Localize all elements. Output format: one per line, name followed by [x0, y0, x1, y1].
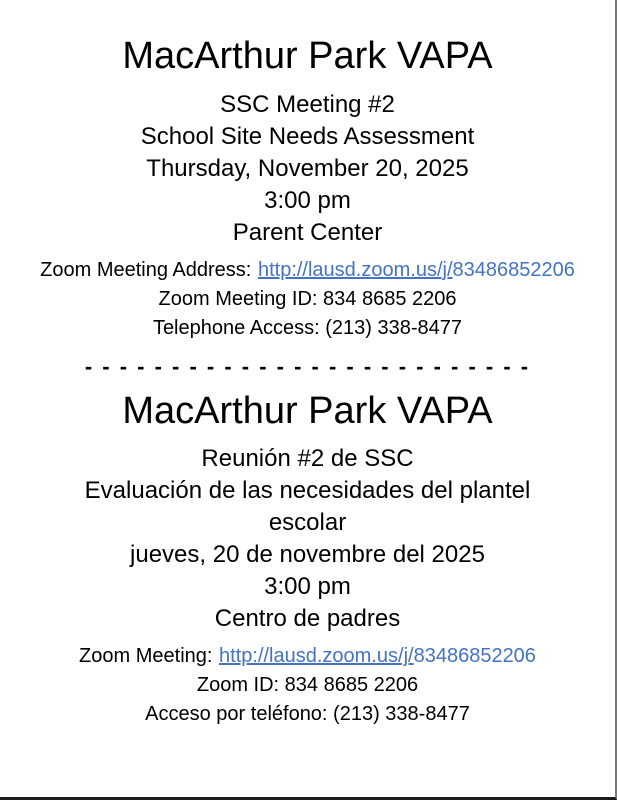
meeting-time-english: 3:00 pm [264, 186, 351, 214]
zoom-info-english [0, 256, 615, 343]
meeting-subject-english: School Site Needs Assessment [140, 122, 475, 150]
meeting-date-spanish: jueves, 20 de novembre del 2025 [130, 541, 485, 569]
zoom-address-label-spanish: Zoom Meeting: [79, 645, 213, 668]
spanish-section [0, 389, 615, 730]
zoom-link-underlined-part: http://lausd.zoom.us/j/ [219, 645, 414, 668]
zoom-meeting-link-spanish[interactable] [219, 645, 536, 667]
telephone-line-spanish: Acceso por teléfono: (213) 338-8477 [145, 703, 470, 726]
zoom-link-underlined-part: http://lausd.zoom.us/j/ [257, 258, 453, 281]
english-section [0, 34, 615, 343]
meeting-name-spanish: Reunión #2 de SSC [201, 445, 414, 473]
zoom-link-plain-part: 83486852206 [452, 258, 575, 281]
zoom-link-plain-part: 83486852206 [413, 645, 536, 668]
zoom-address-line-spanish [0, 642, 615, 671]
zoom-address-line-english [0, 256, 615, 285]
zoom-address-label-english: Zoom Meeting Address: [40, 258, 252, 281]
meeting-name-english: SSC Meeting #2 [220, 90, 395, 118]
meeting-location-spanish: Centro de padres [214, 605, 401, 633]
school-title-english: MacArthur Park VAPA [122, 35, 493, 77]
meeting-time-spanish: 3:00 pm [264, 573, 351, 601]
meeting-date-english: Thursday, November 20, 2025 [146, 154, 469, 182]
zoom-meeting-link-english[interactable] [258, 259, 575, 281]
school-title-spanish: MacArthur Park VAPA [122, 389, 493, 432]
meeting-location-english: Parent Center [232, 218, 383, 246]
zoom-id-line-spanish: Zoom ID: 834 8685 2206 [196, 674, 419, 697]
telephone-line-english: Telephone Access: (213) 338-8477 [152, 316, 463, 339]
dashed-separator: - - - - - - - - - - - - - - - - - - - - - - - - - - [84, 353, 531, 379]
zoom-info-spanish [0, 642, 615, 729]
meeting-subject-spanish: Evaluación de las necesidades del plantel escolar [84, 477, 531, 537]
zoom-id-line-english: Zoom Meeting ID: 834 8685 2206 [158, 287, 457, 310]
